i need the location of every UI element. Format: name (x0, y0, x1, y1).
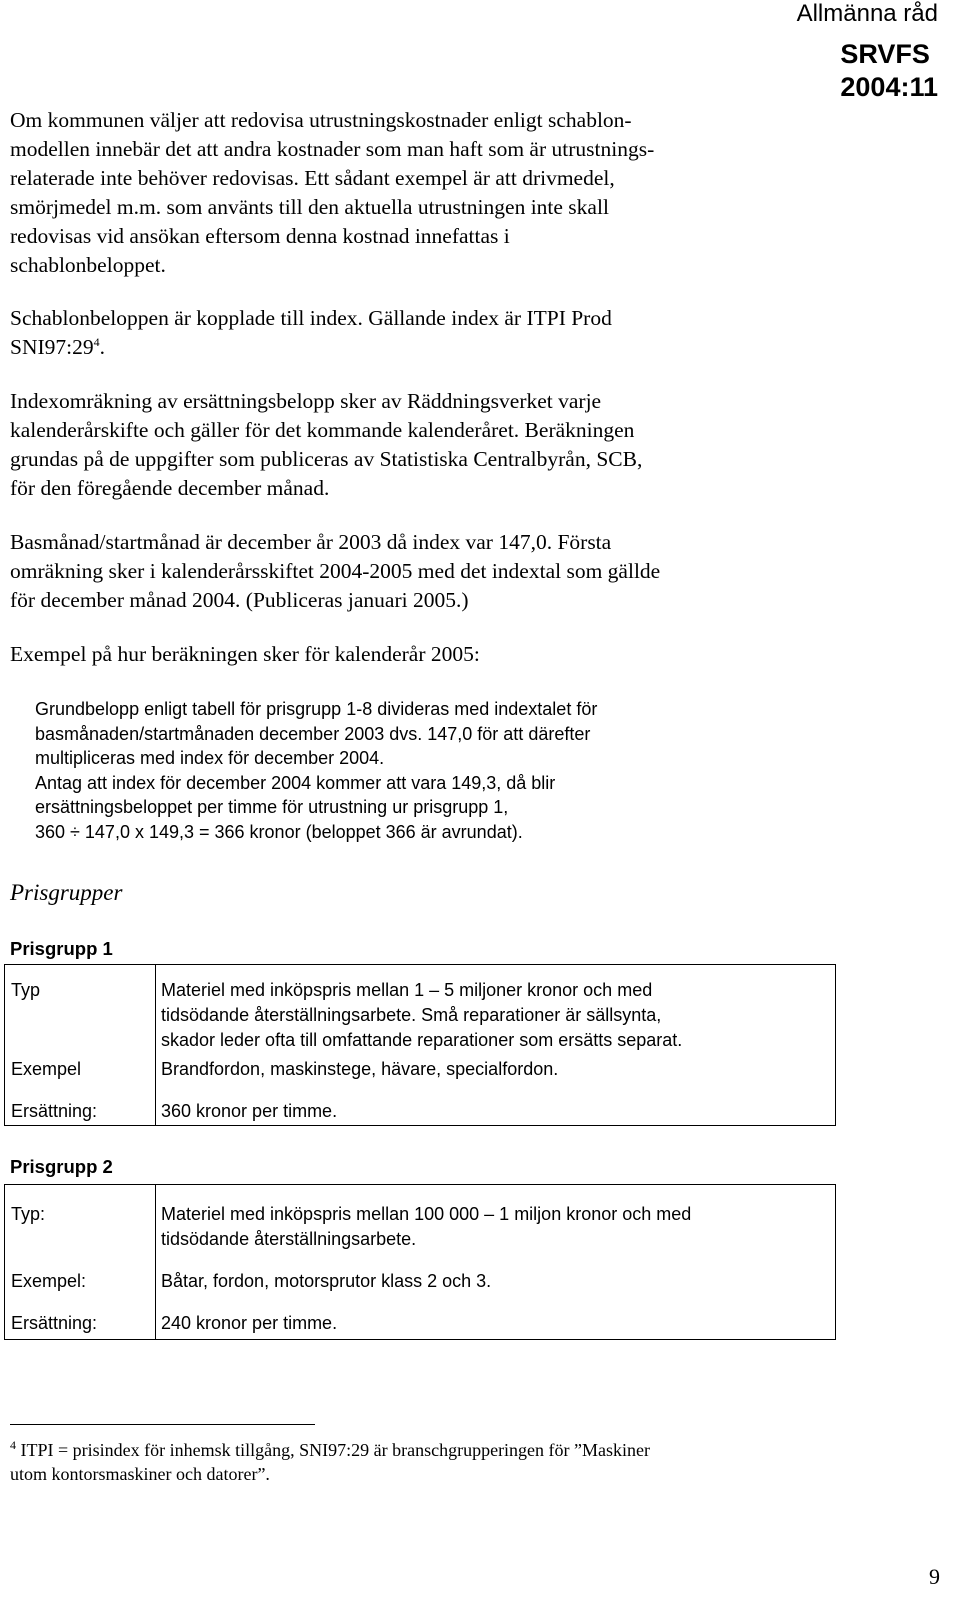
paragraph-index (10, 304, 790, 362)
footnote-number: 4 (10, 1438, 16, 1452)
footnote-separator (10, 1424, 315, 1425)
text-line: relaterade inte behöver redovisas. Ett sådant exempel är att drivmedel, (10, 166, 615, 190)
text-line: schablonbeloppet. (10, 253, 166, 277)
footnote (10, 1438, 810, 1486)
group-title-prisgrupp-2: Prisgrupp 2 (10, 1156, 113, 1177)
paragraph-index-recalculation (10, 387, 790, 503)
text-line: grundas på de uppgifter som publiceras av Statistiska Centralbyrån, SCB, (10, 447, 643, 471)
text-line: Indexomräkning av ersättningsbelopp sker av Räddningsverket varje (10, 389, 602, 413)
text-line: 360 kronor per timme. (161, 1101, 338, 1121)
text-line-end: . (99, 335, 105, 359)
text-line: Schablonbeloppen är kopplade till index. Gällande index är ITPI Prod (10, 306, 612, 330)
footnote-reference[interactable]: 4 (93, 334, 100, 349)
group-table-prisgrupp-2 (4, 1184, 836, 1340)
text-line: för december månad 2004. (Publiceras januari 2005.) (10, 588, 469, 612)
row-label: Ersättning: (11, 1101, 98, 1121)
text-line: tidsödande återställningsarbete. Små reparationer är sällsynta, (161, 1005, 662, 1025)
table-divider (155, 1185, 156, 1339)
text-line: skador leder ofta till omfattande reparationer som ersätts separat. (161, 1030, 683, 1050)
document-code (840, 38, 938, 104)
row-label: Ersättning: (11, 1313, 98, 1333)
document-code-line2: 2004:11 (840, 72, 938, 102)
text-line: basmånaden/startmånaden december 2003 dvs. 147,0 för att därefter (35, 723, 591, 744)
row-label: Exempel (11, 1059, 82, 1079)
text-line: tidsödande återställningsarbete. (161, 1229, 417, 1249)
text-line: Brandfordon, maskinstege, hävare, specialfordon. (161, 1059, 559, 1079)
text-line: smörjmedel m.m. som använts till den aktuella utrustningen inte skall (10, 195, 609, 219)
row-value (161, 1202, 791, 1252)
text-line: Basmånad/startmånad är december år 2003 då index var 147,0. Första (10, 530, 612, 554)
text-line: SNI97:29 (10, 335, 94, 359)
row-value (161, 978, 791, 1053)
text-line: 240 kronor per timme. (161, 1313, 338, 1333)
section-title-prisgrupper: Prisgrupper (10, 880, 123, 905)
paragraph-schablon-model (10, 106, 790, 280)
row-label: Exempel: (11, 1271, 87, 1291)
group-table-prisgrupp-1 (4, 964, 836, 1126)
text-line: omräkning sker i kalenderårsskiftet 2004-2005 med det indextal som gällde (10, 559, 661, 583)
document-code-line1: SRVFS (840, 39, 930, 69)
row-value (161, 1311, 791, 1336)
row-label: Typ (11, 980, 41, 1000)
paragraph-example-intro (10, 640, 790, 669)
text-line: Materiel med inköpspris mellan 100 000 – 1 miljon kronor och med (161, 1204, 692, 1224)
text-line: multipliceras med index för december 2004. (35, 748, 385, 768)
text-line: Exempel på hur beräkningen sker för kalenderår 2005: (10, 642, 480, 666)
text-line: kalenderårskifte och gäller för det kommande kalenderåret. Beräkningen (10, 418, 635, 442)
row-value (161, 1269, 791, 1294)
calculation-example (35, 697, 795, 844)
text-line: Båtar, fordon, motorsprutor klass 2 och 3. (161, 1271, 492, 1291)
text-line: Grundbelopp enligt tabell för prisgrupp 1-8 divideras med indextalet för (35, 699, 598, 719)
text-line: utom kontorsmaskiner och datorer”. (10, 1464, 270, 1484)
text-line: Materiel med inköpspris mellan 1 – 5 miljoner kronor och med (161, 980, 653, 1000)
row-label: Typ: (11, 1204, 46, 1224)
text-line: 360 ÷ 147,0 x 149,3 = 366 kronor (beloppet 366 är avrundat). (35, 821, 523, 842)
text-line: redovisas vid ansökan eftersom denna kostnad innefattas i (10, 224, 510, 248)
text-line: Om kommunen väljer att redovisa utrustningskostnader enligt schablon- (10, 108, 632, 132)
text-line: ersättningsbeloppet per timme för utrustning ur prisgrupp 1, (35, 797, 509, 817)
text-line: för den föregående december månad. (10, 476, 330, 500)
table-divider (155, 965, 156, 1125)
text-line: ITPI = prisindex för inhemsk tillgång, SNI97:29 är branschgrupperingen för ”Maskiner (20, 1440, 651, 1460)
text-line: modellen innebär det att andra kostnader som man haft som är utrustnings- (10, 137, 655, 161)
page-number: 9 (929, 1564, 940, 1589)
row-value (161, 1099, 791, 1124)
row-value (161, 1057, 791, 1082)
document-category-label: Allmänna råd (796, 0, 938, 27)
paragraph-base-month (10, 528, 790, 615)
group-title-prisgrupp-1: Prisgrupp 1 (10, 938, 113, 959)
text-line: Antag att index för december 2004 kommer att vara 149,3, då blir (35, 772, 556, 793)
